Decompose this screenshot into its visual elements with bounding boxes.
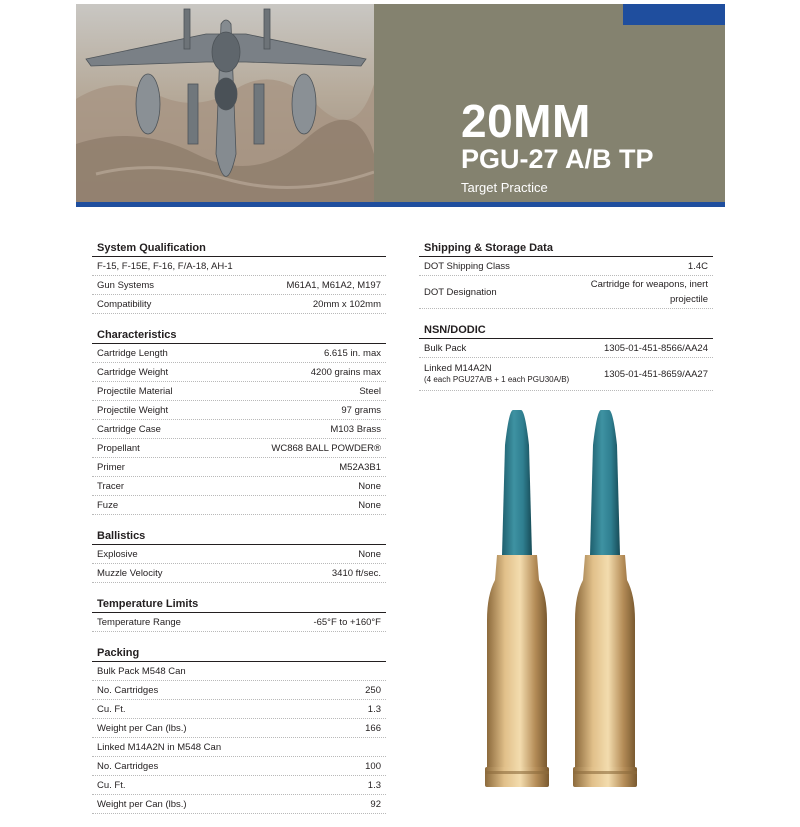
spec-row [92,681,386,700]
spec-label: Projectile Weight [97,404,169,416]
spec-label-cell [97,617,181,628]
spec-value: 250 [365,684,381,696]
spec-label-cell [97,568,162,579]
section-nsn-dodic [419,322,713,391]
spec-row [92,700,386,719]
spec-label-cell [97,704,126,715]
section-title: Shipping & Storage Data [419,240,713,257]
spec-label: Fuze [97,499,119,511]
spec-row [92,458,386,477]
spec-row [92,295,386,314]
section-title: NSN/DODIC [419,322,713,339]
spec-label-cell [97,666,186,677]
section-ballistics [92,528,386,583]
spec-label-cell [97,780,126,791]
spec-value: 3410 ft/sec. [331,567,381,579]
spec-label: Bulk Pack [424,342,467,354]
spec-value: M61A1, M61A2, M197 [286,279,381,291]
spec-row [92,363,386,382]
spec-label: Gun Systems [97,279,155,291]
section-packing [92,645,386,814]
spec-column-right [419,240,713,404]
spec-label-cell [97,481,124,492]
spec-value: 100 [365,760,381,772]
spec-row [92,477,386,496]
spec-row [92,613,386,632]
spec-row [419,339,713,358]
spec-label-cell [97,299,151,310]
spec-label: Cartridge Length [97,347,168,359]
section-title: System Qualification [92,240,386,257]
spec-label: Explosive [97,548,138,560]
spec-value: Cartridge for weapons, inert projectile [590,279,708,305]
spec-value: 92 [370,798,381,810]
cartridges-image [475,405,650,793]
spec-label: Bulk Pack M548 Can [97,665,186,677]
spec-label-cell [97,685,158,696]
section-title: Temperature Limits [92,596,386,613]
spec-label-cell [97,549,138,560]
spec-value: M52A3B1 [339,461,381,473]
spec-row [92,344,386,363]
spec-column-left [92,240,386,827]
spec-label: Projectile Material [97,385,173,397]
spec-label: Linked M14A2N in M548 Can [97,741,222,753]
spec-label-cell [97,386,173,397]
spec-label-cell [97,742,221,753]
section-shipping-storage-data [419,240,713,309]
spec-label-cell [97,500,118,511]
product-designation: PGU-27 A/B TP [461,144,654,174]
fighter-jet-photo [76,4,374,202]
spec-row [92,719,386,738]
spec-label: Tracer [97,480,125,492]
spec-value: 20mm x 102mm [312,298,381,310]
spec-label: Cu. Ft. [97,703,126,715]
spec-label-cell [424,287,497,298]
spec-value: Steel [359,385,381,397]
spec-label: Compatibility [97,298,152,310]
spec-row [92,276,386,295]
spec-label: Primer [97,461,125,473]
spec-label-cell [97,799,187,810]
spec-value: None [358,480,381,492]
spec-value: -65°F to +160°F [313,616,381,628]
spec-label: DOT Designation [424,286,497,298]
spec-label-cell [424,343,466,354]
spec-label: Weight per Can (lbs.) [97,798,187,810]
spec-label: Cartridge Case [97,423,161,435]
spec-row [92,420,386,439]
spec-row [92,662,386,681]
spec-label: Muzzle Velocity [97,567,163,579]
cartridge-right [573,410,637,787]
section-system-qualification [92,240,386,314]
spec-label: Weight per Can (lbs.) [97,722,187,734]
spec-label: No. Cartridges [97,684,159,696]
spec-row [92,439,386,458]
spec-value: 4200 grains max [310,366,381,378]
header-accent-tab [623,4,725,25]
page-title: 20MM [461,95,591,147]
spec-label: No. Cartridges [97,760,159,772]
spec-value: 1.3 [367,703,381,715]
spec-label-cell [424,261,510,272]
spec-label: DOT Shipping Class [424,260,510,272]
spec-value: 1.3 [367,779,381,791]
section-temperature-limits [92,596,386,632]
spec-row [92,738,386,757]
spec-row [92,776,386,795]
spec-row [92,496,386,515]
spec-row [92,382,386,401]
spec-label-note: (4 each PGU27A/B + 1 each PGU30A/B) [424,375,570,384]
spec-label: Temperature Range [97,616,181,628]
spec-label-cell [97,348,168,359]
section-title: Characteristics [92,327,386,344]
spec-row [419,358,713,391]
spec-label-cell [97,443,140,454]
spec-value: 166 [365,722,381,734]
spec-row [92,564,386,583]
spec-row [419,257,713,276]
spec-value: WC868 BALL POWDER® [271,442,381,454]
section-title: Packing [92,645,386,662]
spec-label-cell [97,424,161,435]
spec-value: 1305-01-451-8566/AA24 [603,342,708,354]
section-characteristics [92,327,386,515]
section-title: Ballistics [92,528,386,545]
product-description: Target Practice [461,180,548,195]
spec-label-cell [424,363,569,385]
spec-label: Cartridge Weight [97,366,169,378]
spec-value: 6.615 in. max [323,347,381,359]
spec-label: Linked M14A2N [424,363,492,374]
spec-row [92,757,386,776]
spec-row [92,401,386,420]
spec-label-cell [97,761,158,772]
spec-value: 1.4C [687,260,708,272]
header-rule [76,202,725,207]
spec-label: F-15, F-15E, F-16, F/A-18, AH-1 [97,260,233,272]
spec-value: None [358,499,381,511]
spec-value: M103 Brass [330,423,381,435]
header-banner [76,4,725,202]
spec-label-cell [97,261,233,272]
spec-row [419,276,713,309]
spec-row [92,257,386,276]
spec-value: None [358,548,381,560]
spec-label-cell [97,723,187,734]
spec-label-cell [97,462,125,473]
cartridge-left [485,410,549,787]
spec-label-cell [97,280,154,291]
spec-label-cell [97,405,168,416]
spec-value: 97 grams [341,404,381,416]
spec-row [92,545,386,564]
spec-label-cell [97,367,168,378]
spec-value: 1305-01-451-8659/AA27 [603,368,708,380]
spec-label: Cu. Ft. [97,779,126,791]
spec-row [92,795,386,814]
spec-label: Propellant [97,442,140,454]
